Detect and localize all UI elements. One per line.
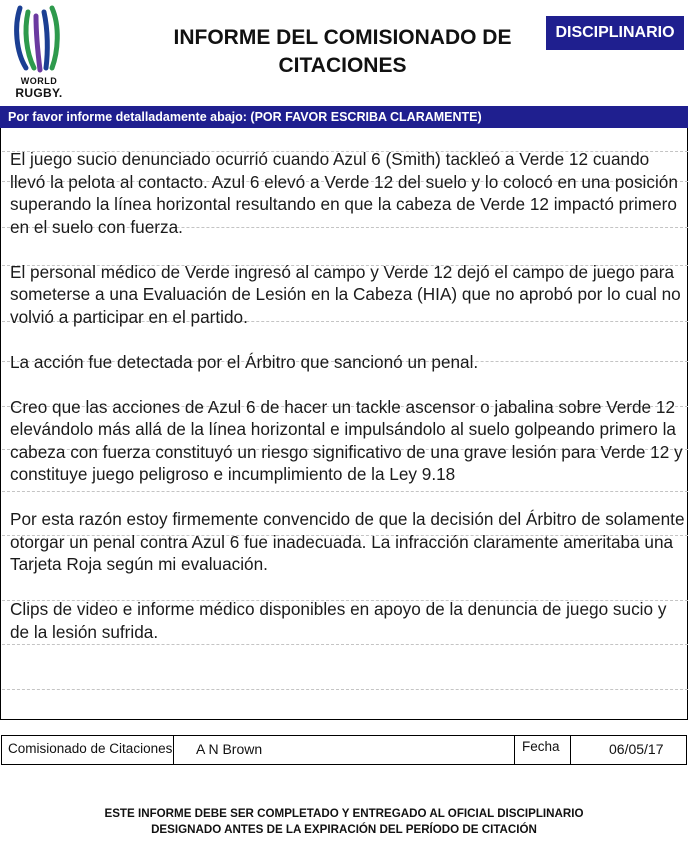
- report-paragraph: El juego sucio denunciado ocurrió cuando Azul 6 (Smith) tackleó a Verde 12 cuando llevó la pelota al contacto. Azul 6 elevó a Verde 12 del suelo y lo colocó en una posición superando la línea horizontal resultando en que la cabeza de Verde 12 impactó primero en el suelo con fuerza.: [10, 149, 678, 237]
- report-body: [10, 148, 686, 666]
- rugby-posts-icon: [10, 4, 68, 74]
- page-title-line-1: INFORME DEL COMISIONADO DE: [173, 26, 512, 49]
- instruction-bar: Por favor informe detalladamente abajo: (POR FAVOR ESCRIBA CLARAMENTE): [0, 106, 688, 128]
- report-paragraph: Por esta razón estoy firmemente convencido de que la decisión del Árbitro de solamente otorgar un penal contra Azul 6 fue inadecuada. La infracción claramente ameritaba una Tarjeta Roja según mi evaluación.: [10, 509, 685, 574]
- disciplinary-badge: DISCIPLINARIO: [546, 16, 684, 50]
- world-rugby-logo: [6, 4, 72, 98]
- footer-line-1: ESTE INFORME DEBE SER COMPLETADO Y ENTREGADO AL OFICIAL DISCIPLINARIO: [104, 807, 584, 820]
- commissioner-label: Comisionado de Citaciones: [2, 736, 174, 764]
- signature-row: [1, 735, 687, 765]
- ruled-line: [2, 689, 688, 690]
- report-paragraph: Creo que las acciones de Azul 6 de hacer un tackle ascensor o jabalina sobre Verde 12 elevándolo más allá de la línea horizontal e impulsándolo al suelo golpeando primero la cabeza con fuerza constituyó un riesgo significativo de una grave lesión para Verde 12 y constituye juego peligroso e incumplimiento de la Ley 9.18: [10, 396, 683, 484]
- report-paragraph: Clips de video e informe médico disponibles en apoyo de la denuncia de juego sucio y de la lesión sufrida.: [10, 599, 667, 642]
- report-paragraph: La acción fue detectada por el Árbitro que sancionó un penal.: [10, 351, 479, 372]
- date-field[interactable]: 06/05/17: [609, 741, 664, 757]
- commissioner-name-field[interactable]: A N Brown: [174, 736, 515, 764]
- page-title: [150, 24, 535, 80]
- date-label: Fecha: [515, 736, 571, 764]
- report-paragraph: El personal médico de Verde ingresó al campo y Verde 12 dejó el campo de juego para someterse a una Evaluación de Lesión en la Cabeza (HIA) que no aprobó por lo cual no volvió a participar en el partido.: [10, 261, 681, 327]
- footer-note: [0, 806, 688, 838]
- logo-text-world: WORLD: [20, 76, 58, 86]
- logo-text-rugby: RUGBY.: [15, 86, 63, 100]
- page-title-line-2: CITACIONES: [278, 54, 407, 77]
- footer-line-2: DESIGNADO ANTES DE LA EXPIRACIÓN DEL PERÍODO DE CITACIÓN: [151, 823, 537, 836]
